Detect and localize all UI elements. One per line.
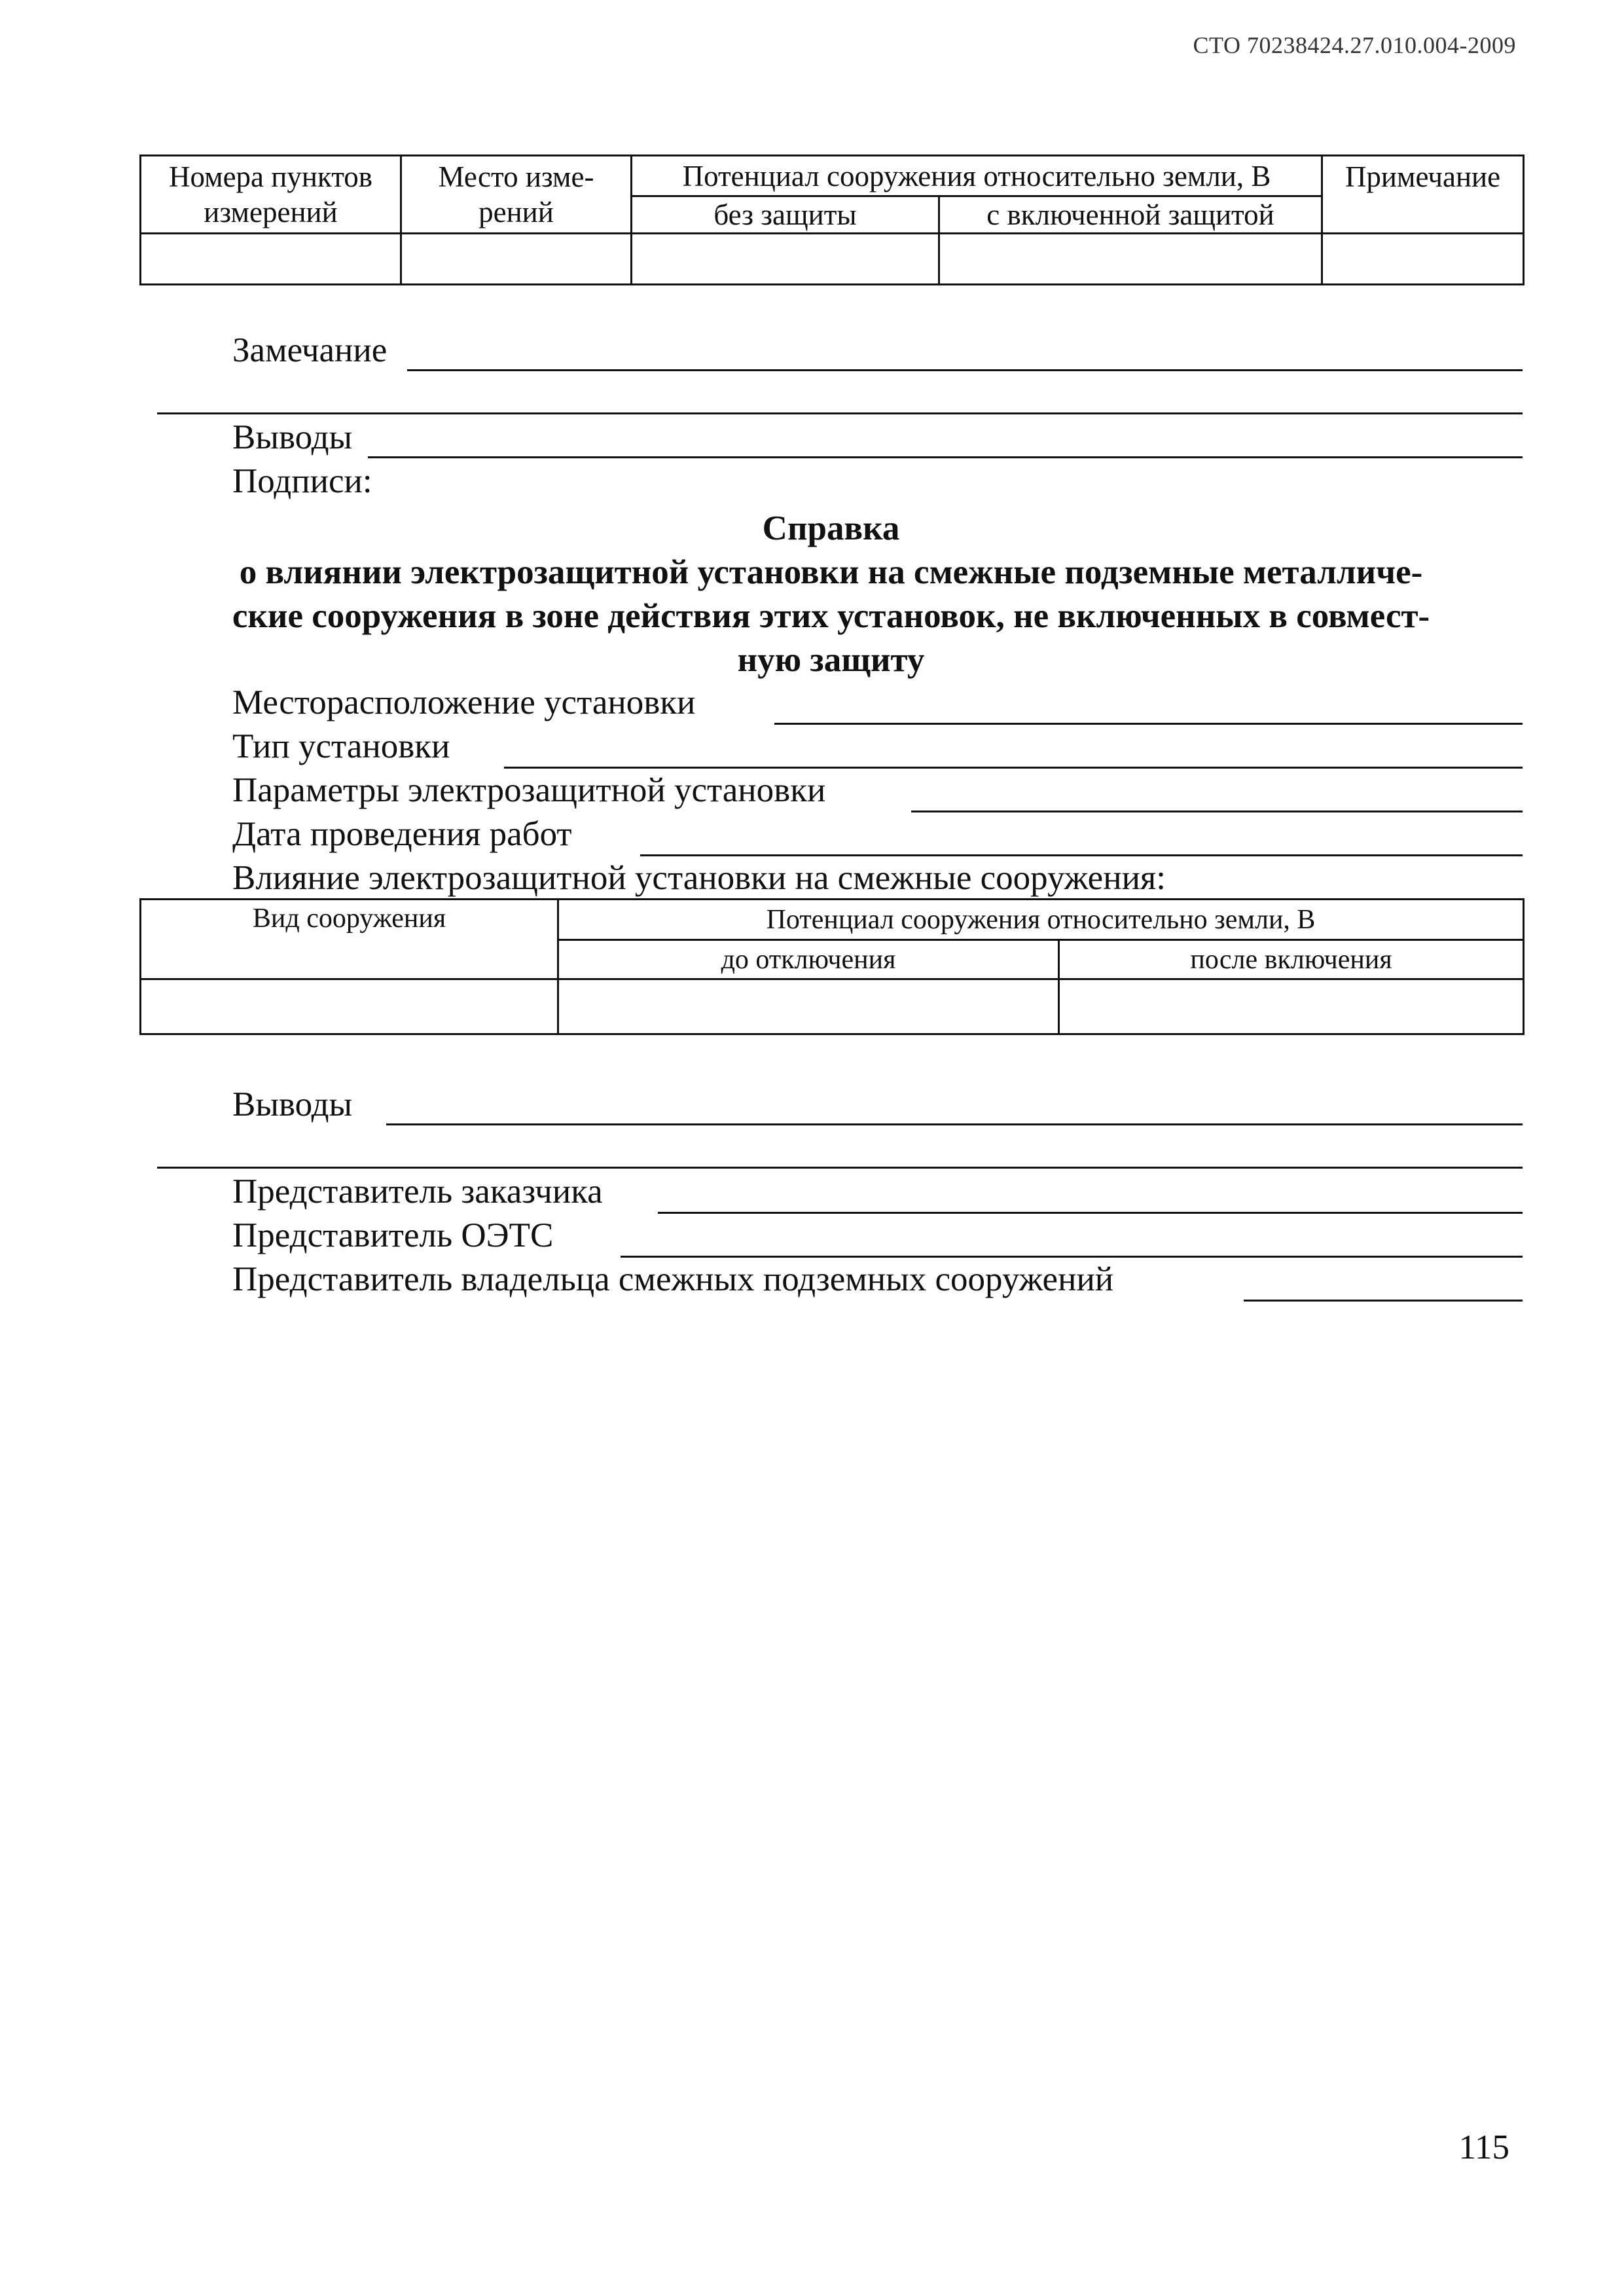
table-cell[interactable] [939, 234, 1322, 285]
conclusions-field[interactable] [368, 456, 1523, 458]
customer-rep-field[interactable] [658, 1212, 1523, 1214]
type-field[interactable] [504, 767, 1523, 769]
params-label: Параметры электрозащитной установки [232, 771, 826, 809]
header-before-disconnection: до отключения [558, 940, 1059, 979]
params-field[interactable] [911, 811, 1523, 812]
location-label: Месторасположение установки [232, 683, 696, 721]
reference-subtitle-line1: о влиянии электрозащитной установки на смежные подземные металличе- [239, 553, 1423, 591]
remark-field-continuation[interactable] [157, 412, 1523, 414]
influence-table [139, 898, 1525, 1035]
date-field[interactable] [640, 854, 1523, 856]
date-label: Дата проведения работ [232, 815, 572, 853]
table-cell[interactable] [1322, 234, 1524, 285]
document-code: СТО 70238424.27.010.004-2009 [1193, 32, 1516, 58]
table-row [141, 979, 1524, 1034]
page-number: 115 [1458, 2128, 1509, 2166]
table-cell[interactable] [401, 234, 632, 285]
reference-subtitle-line3: ную защиту [737, 641, 925, 679]
customer-rep-label: Представитель заказчика [232, 1173, 603, 1211]
table-cell[interactable] [141, 979, 558, 1034]
header-structure-kind: Вид сооружения [141, 900, 558, 979]
remark-field[interactable] [407, 369, 1523, 371]
remark-label: Замечание [232, 331, 388, 369]
table-cell[interactable] [141, 234, 401, 285]
reference-subtitle-line2: ские сооружения в зоне действия этих установок, не включенных в совмест- [232, 597, 1430, 635]
header-after-connection: после включения [1059, 940, 1524, 979]
conclusions-label: Выводы [232, 418, 353, 456]
type-label: Тип установки [232, 727, 450, 765]
conclusions-field-2[interactable] [386, 1123, 1523, 1125]
header-potential: Потенциал сооружения относительно земли, В [632, 156, 1322, 196]
header-place: Место изме- рений [401, 156, 632, 234]
table-cell[interactable] [1059, 979, 1524, 1034]
table-row [141, 234, 1524, 285]
header-note: Примечание [1322, 156, 1524, 234]
owner-rep-field[interactable] [1244, 1300, 1523, 1302]
conclusions-label-2: Выводы [232, 1085, 353, 1123]
measurements-table [139, 155, 1525, 285]
table-cell[interactable] [632, 234, 939, 285]
oets-rep-label: Представитель ОЭТС [232, 1216, 554, 1254]
table-cell[interactable] [558, 979, 1059, 1034]
header-without-protection: без защиты [632, 196, 939, 234]
header-points: Номера пунктов измерений [141, 156, 401, 234]
reference-title: Справка [762, 509, 900, 547]
header-with-protection: с включенной защитой [939, 196, 1322, 234]
conclusions-field-2-continuation[interactable] [157, 1167, 1523, 1169]
oets-rep-field[interactable] [621, 1256, 1523, 1258]
location-field[interactable] [774, 723, 1523, 725]
signatures-label: Подписи: [232, 462, 372, 500]
owner-rep-label: Представитель владельца смежных подземных сооружений [232, 1260, 1114, 1298]
influence-label: Влияние электрозащитной установки на смежные сооружения: [232, 859, 1166, 897]
header-potential: Потенциал сооружения относительно земли, В [558, 900, 1524, 940]
